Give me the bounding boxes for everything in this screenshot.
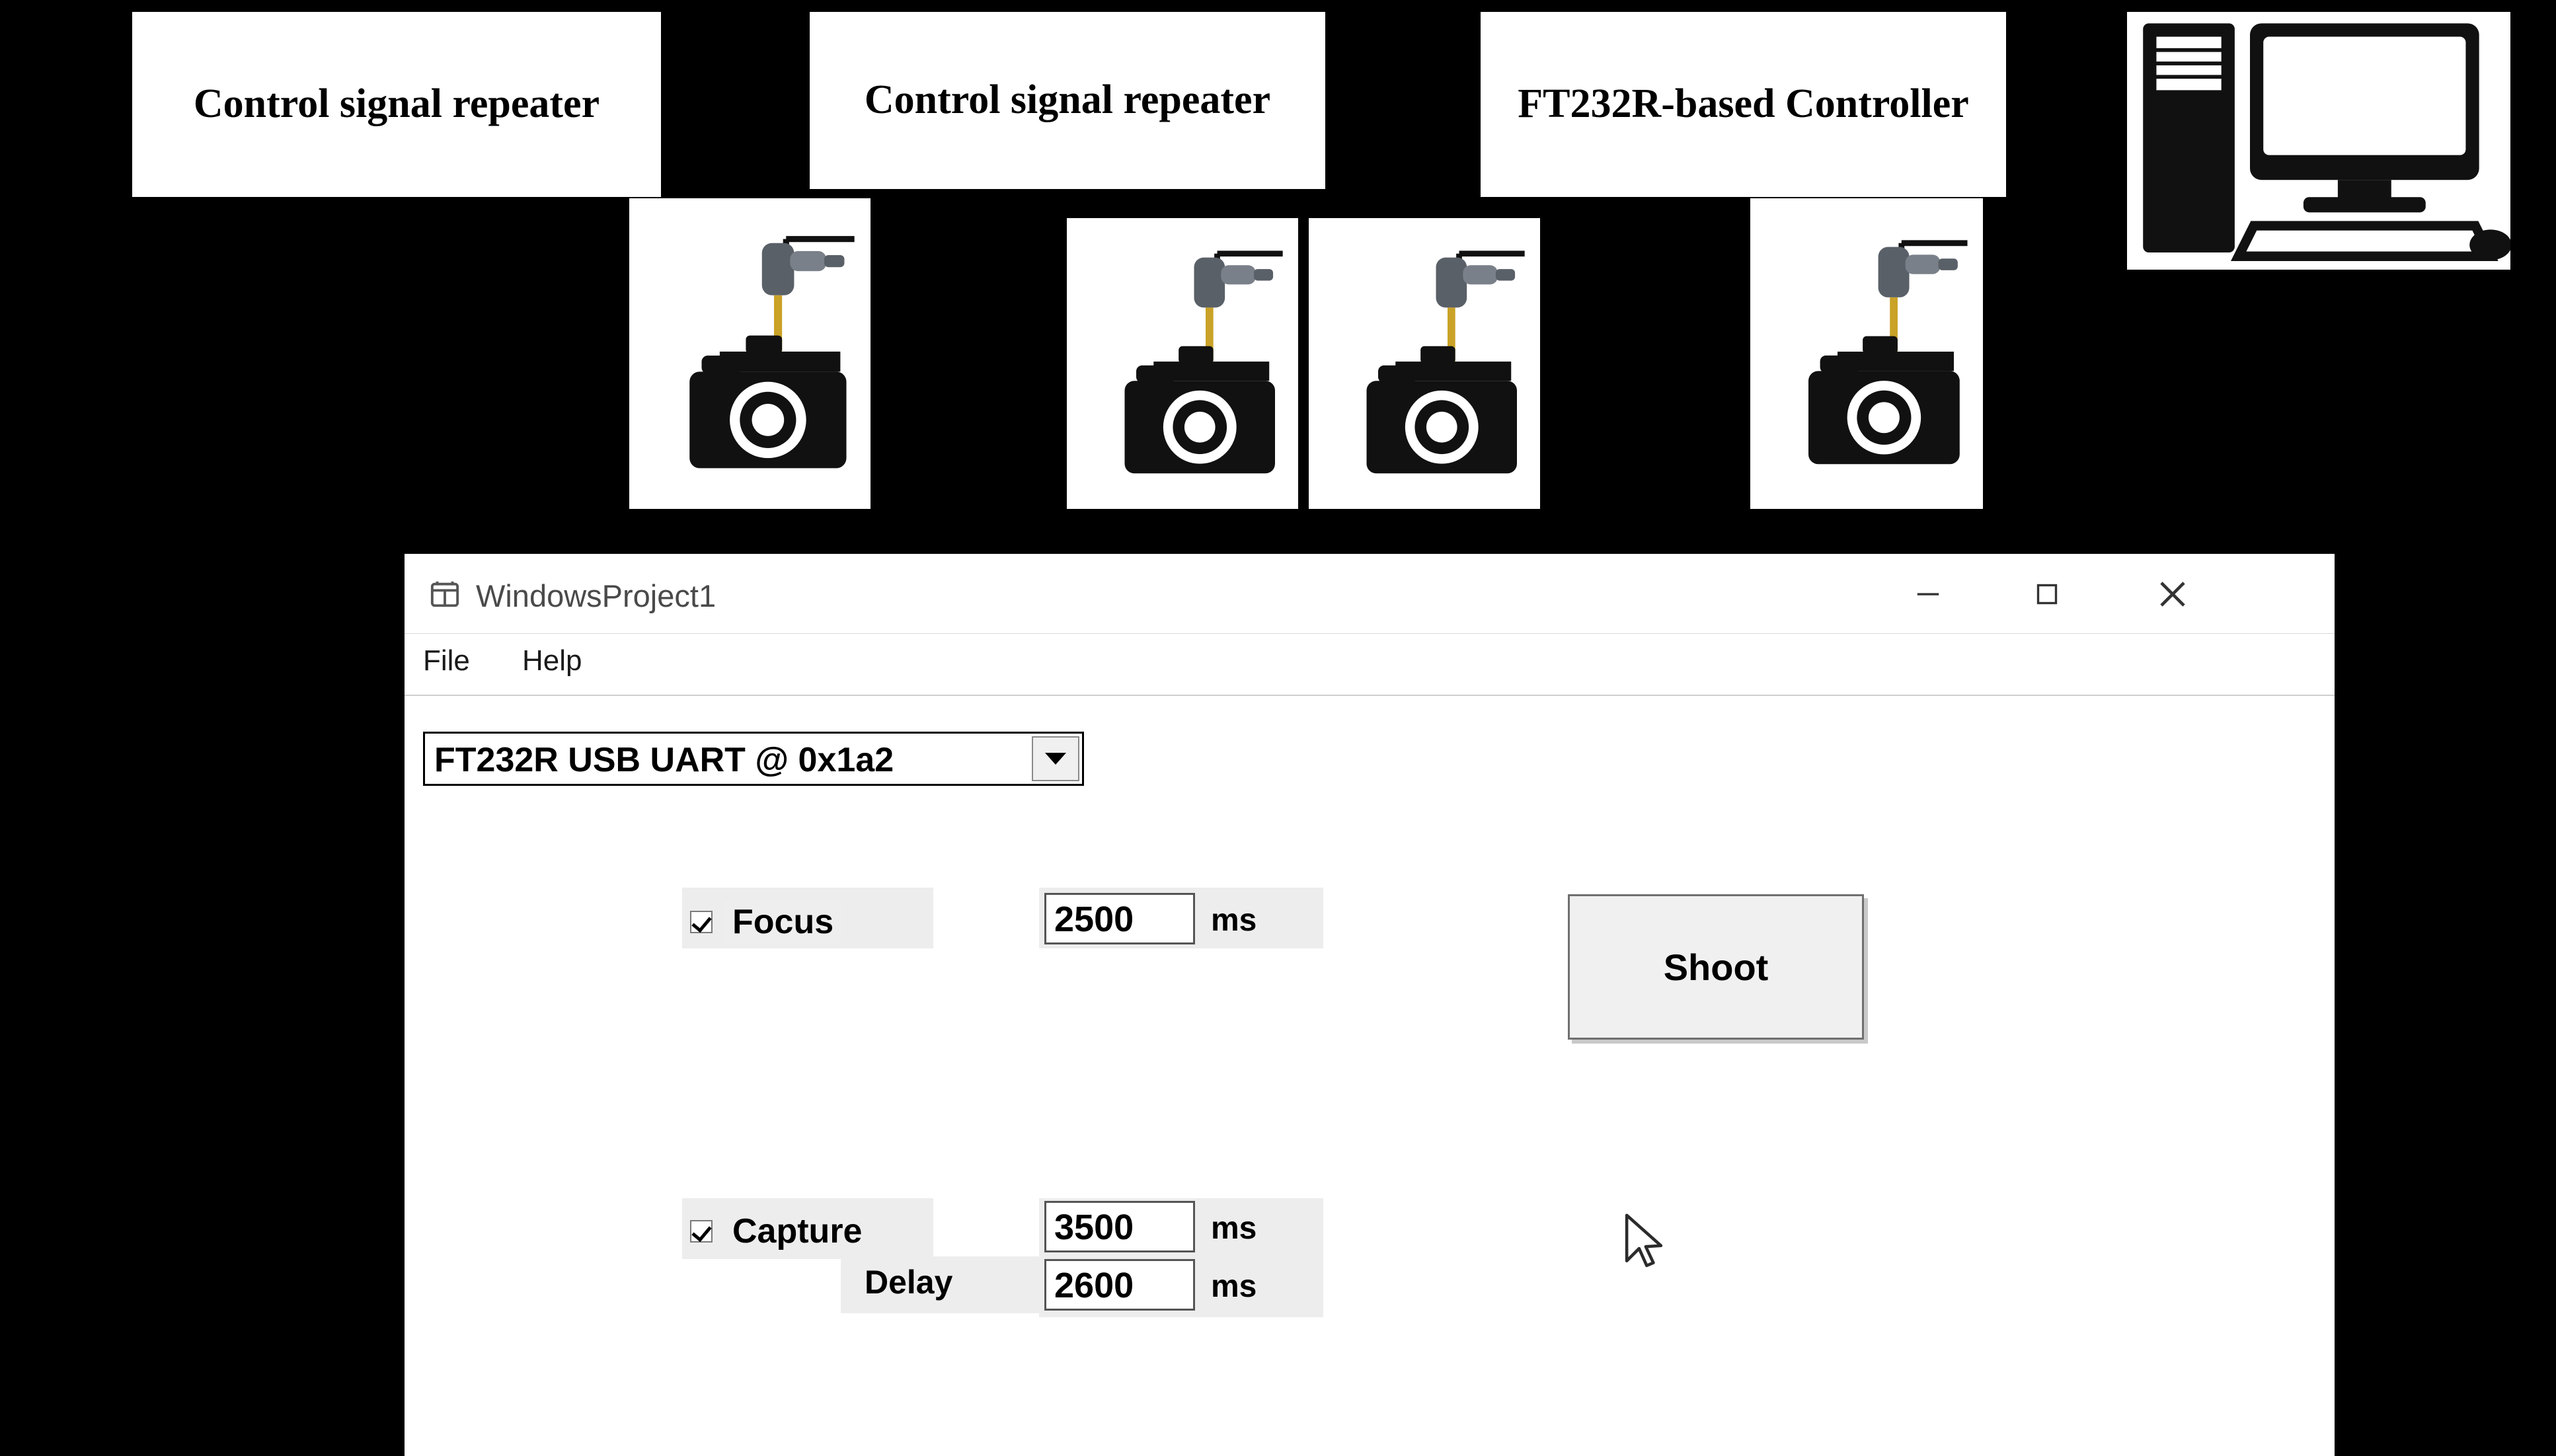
device-select[interactable] [423, 732, 1084, 786]
label-control-signal-repeater-2 [810, 12, 1325, 189]
camera-with-remote-cable-icon [629, 198, 871, 509]
shoot-button[interactable] [1568, 894, 1864, 1040]
focus-duration-value: 2500 [1054, 900, 1134, 939]
app-window-icon [430, 579, 460, 609]
label-text: Control signal repeater [864, 77, 1271, 123]
capture-duration-input[interactable] [1044, 1201, 1195, 1252]
system-diagram [0, 0, 2556, 535]
label-control-signal-repeater-1 [132, 12, 661, 197]
desktop-computer [2127, 12, 2510, 270]
capture-checkbox-group[interactable] [690, 1210, 870, 1252]
capture-duration-value: 3500 [1054, 1207, 1134, 1247]
minimize-button[interactable] [1892, 574, 1964, 615]
focus-duration-unit: ms [1206, 902, 1262, 939]
capture-duration-unit: ms [1206, 1210, 1262, 1246]
capture-delay-unit: ms [1206, 1268, 1262, 1305]
chevron-down-icon[interactable] [1032, 736, 1079, 781]
minimize-icon [1910, 576, 1946, 612]
close-button[interactable] [2136, 574, 2209, 615]
maximize-icon [2029, 576, 2065, 612]
focus-checkbox-group[interactable] [690, 901, 841, 943]
desktop-computer-icon [2127, 12, 2510, 270]
shoot-button-label: Shoot [1663, 946, 1769, 988]
camera-1 [629, 198, 871, 509]
menu-item-help[interactable]: Help [522, 644, 582, 677]
camera-with-remote-cable-icon [1067, 218, 1298, 509]
application-window [405, 554, 2335, 1454]
label-ft232r-controller [1481, 12, 2006, 197]
focus-duration-input[interactable] [1044, 893, 1195, 944]
camera-with-remote-cable-icon [1309, 218, 1540, 509]
device-select-value: FT232R USB UART @ 0x1a2 [434, 741, 894, 779]
delay-label: Delay [861, 1263, 956, 1301]
label-text: Control signal repeater [193, 81, 600, 127]
close-icon [2152, 574, 2193, 615]
focus-checkbox[interactable] [690, 911, 713, 933]
camera-2 [1067, 218, 1298, 509]
menu-bar [405, 634, 2335, 696]
camera-with-remote-cable-icon [1750, 198, 1983, 509]
capture-checkbox[interactable] [690, 1220, 713, 1243]
window-client-area [405, 696, 2335, 1456]
camera-3 [1309, 218, 1540, 509]
label-text: FT232R-based Controller [1518, 81, 1969, 127]
focus-label: Focus [724, 901, 841, 943]
title-bar [405, 554, 2335, 634]
capture-delay-input[interactable] [1044, 1259, 1195, 1311]
window-title: WindowsProject1 [476, 578, 716, 613]
capture-label: Capture [732, 1212, 863, 1250]
maximize-button[interactable] [2011, 574, 2083, 615]
mouse-pointer-icon [1621, 1211, 1667, 1272]
capture-delay-value: 2600 [1054, 1266, 1134, 1305]
menu-item-file[interactable]: File [423, 644, 470, 677]
camera-4 [1750, 198, 1983, 509]
